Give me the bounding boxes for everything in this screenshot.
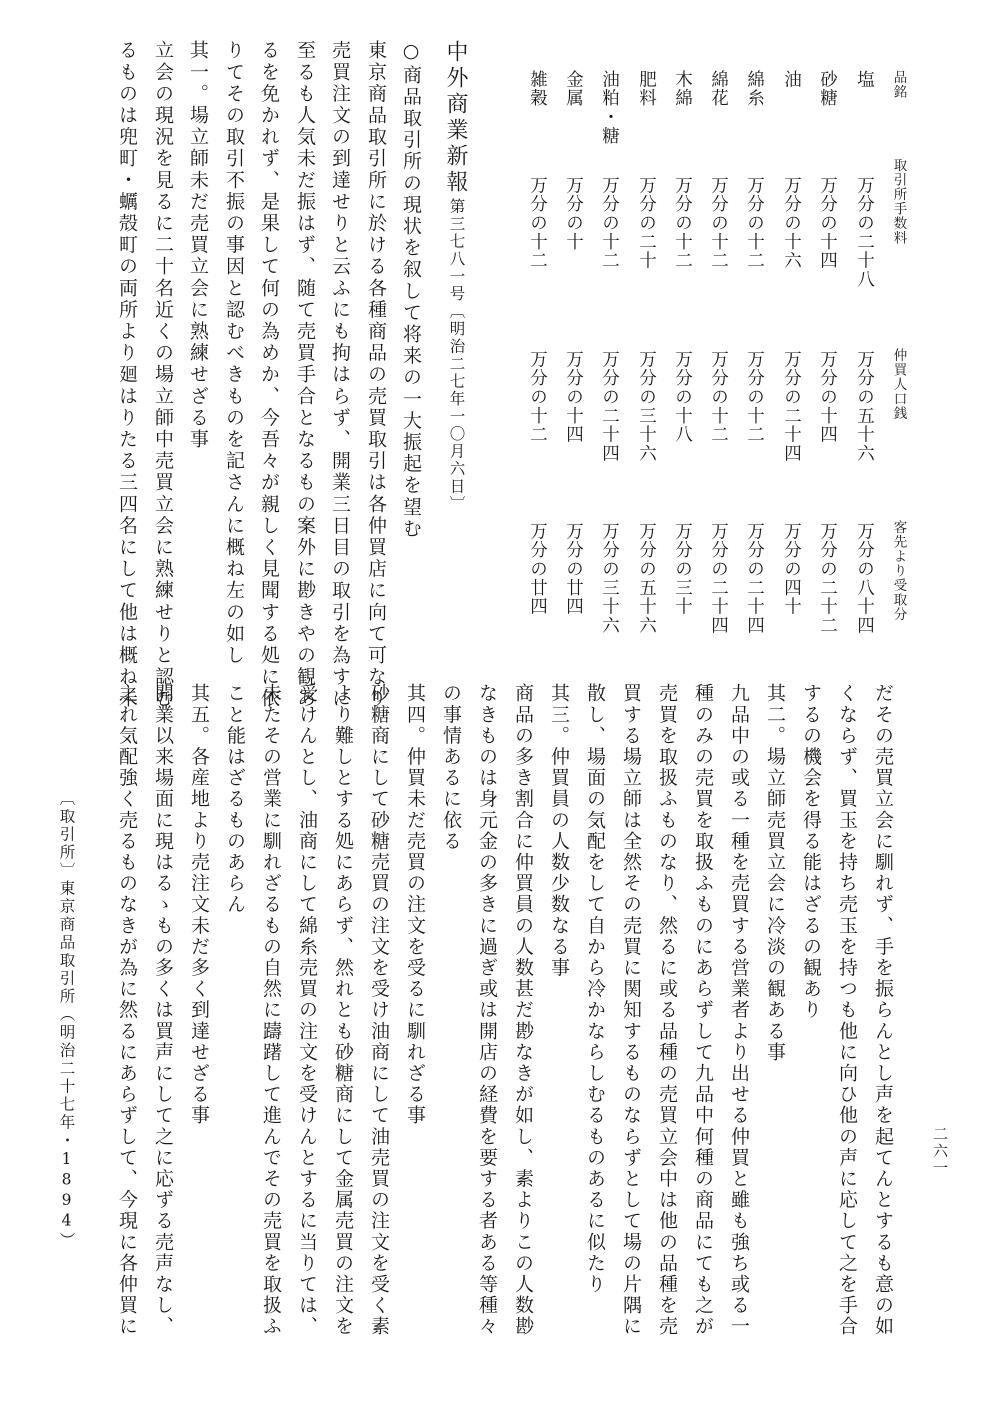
table-cell-client-fee: 万分の廿四 bbox=[527, 522, 548, 616]
paper-number: 第三七八一号〔明治二七年一〇月六日〕 bbox=[447, 198, 466, 513]
table-cell-client-fee: 万分の二十二 bbox=[817, 522, 838, 635]
table-cell-broker-fee: 万分の十四 bbox=[563, 350, 584, 444]
article-line: りてその取引不振の事因と認むべきものを記さんに概ね左の如し bbox=[223, 40, 245, 667]
table-cell-exchange-fee: 万分の十四 bbox=[817, 176, 838, 270]
article-line: の事情あるに依る bbox=[440, 683, 462, 852]
table-cell-exchange-fee: 万分の二十 bbox=[636, 176, 657, 270]
article-line: なきものは身元金の多きに過ぎ或は開店の経費を要する者ある等種々 bbox=[476, 683, 498, 1338]
table-cell-broker-fee: 万分の十八 bbox=[672, 350, 693, 444]
article-line: 種のみの売買を取扱ふものにあらずして九品中何種の商品にても之が bbox=[692, 683, 714, 1338]
table-cell-item: 油粕・糖 bbox=[599, 70, 620, 146]
article-line: るものは兜町・蠣殻町の両所より廻はりたる三四名にして他は概ね未 bbox=[116, 40, 138, 710]
table-cell-item: 綿糸 bbox=[744, 70, 765, 108]
section-heading-2: 其二。場立師売買立会に冷淡の観ある事 bbox=[764, 683, 786, 1063]
article-line: 未たその営業に馴れざるもの自然に躊躇して進んでその売買を取扱ふ bbox=[260, 683, 282, 1338]
table-cell-exchange-fee: 万分の十二 bbox=[672, 176, 693, 270]
article-line: 受けんとし、油商にして綿糸売買の注文を受けんとするに当りては、 bbox=[296, 683, 318, 1338]
table-cell-client-fee: 万分の二十四 bbox=[744, 522, 765, 635]
article-line: くならず、買玉を持ち売玉を持つも他に向ひ他の声に応して之を手合 bbox=[836, 683, 858, 1338]
article-line: こと能はざるものあらん bbox=[224, 683, 246, 916]
table-cell-exchange-fee: 万分の十 bbox=[563, 176, 584, 252]
table-cell-client-fee: 万分の八十四 bbox=[854, 522, 875, 635]
table-cell-exchange-fee: 万分の十二 bbox=[744, 176, 765, 270]
article-line: するの機会を得る能はざるの観あり bbox=[800, 683, 822, 1021]
table-cell-broker-fee: 万分の五十六 bbox=[854, 350, 875, 463]
article-headline: ○商品取引所の現状を叙して将来の一大振起を望む bbox=[400, 40, 422, 540]
article-line: 東京商品取引所に於ける各種商品の売買取引は各仲買店に向て可なり bbox=[365, 40, 387, 710]
table-cell-broker-fee: 万分の三十六 bbox=[636, 350, 657, 463]
article-line: より難しとする処にあらず、然れとも砂糖商にして金属売買の注文を bbox=[332, 683, 354, 1338]
section-heading-1: 其一。場立師未だ売買立会に熟練せざる事 bbox=[187, 40, 209, 451]
article-line: 立会の現況を見るに二十名近くの場立師中売買立会に熟練せりと認む bbox=[152, 40, 174, 710]
article-line: 買する場立師は全然その売買に関知するものならずとして場の片隅に bbox=[620, 683, 642, 1338]
table-cell-client-fee: 万分の四十 bbox=[781, 522, 802, 616]
table-cell-broker-fee: 万分の二十四 bbox=[781, 350, 802, 463]
article-line: 散し、場面の気配をして自から冷かならしむるものあるに似たり bbox=[584, 683, 606, 1295]
table-header-client-fee: 客先より受取分 bbox=[890, 520, 907, 622]
article-line: 開業以来場面に現はるゝもの多くは買声にして之に応ずる売声なし、 bbox=[152, 683, 174, 1338]
section-heading-4: 其四。仲買未だ売買の注文を受るに馴れざる事 bbox=[404, 683, 426, 1127]
table-cell-client-fee: 万分の二十四 bbox=[708, 522, 729, 635]
article-line: 商品の多き割合に仲買員の人数甚だ尠なきが如し、素よりこの人数尠 bbox=[512, 683, 534, 1338]
table-cell-broker-fee: 万分の十四 bbox=[817, 350, 838, 444]
table-cell-broker-fee: 万分の十二 bbox=[527, 350, 548, 444]
table-cell-client-fee: 万分の五十六 bbox=[636, 522, 657, 635]
table-cell-broker-fee: 万分の二十四 bbox=[599, 350, 620, 463]
article-line: 売買注文の到達せりと云ふにも拘はらず、開業三日目の取引を為すに bbox=[329, 40, 351, 710]
table-cell-broker-fee: 万分の十二 bbox=[708, 350, 729, 444]
table-cell-item: 砂糖 bbox=[817, 70, 838, 108]
table-cell-item: 油 bbox=[781, 70, 802, 89]
article-line: だその売買立会に馴れず、手を振らんとし声を起てんとするも意の如 bbox=[872, 683, 894, 1338]
table-cell-item: 塩 bbox=[854, 70, 875, 89]
table-cell-item: 雑穀 bbox=[527, 70, 548, 108]
table-cell-broker-fee: 万分の十二 bbox=[744, 350, 765, 444]
table-cell-client-fee: 万分の廿四 bbox=[563, 522, 584, 616]
section-heading-5: 其五。各産地より売注文未だ多く到達せざる事 bbox=[188, 683, 210, 1127]
table-cell-item: 木綿 bbox=[672, 70, 693, 108]
table-cell-exchange-fee: 万分の十二 bbox=[599, 176, 620, 270]
table-header-exchange-fee: 取引所手数料 bbox=[890, 158, 907, 245]
source-citation: 〔取引所〕東京商品取引所（明治二十七年・1894） bbox=[57, 790, 76, 1250]
table-cell-exchange-fee: 万分の十二 bbox=[708, 176, 729, 270]
table-cell-item: 肥料 bbox=[636, 70, 657, 108]
table-header-broker-fee: 仲買人口銭 bbox=[890, 348, 907, 421]
table-cell-exchange-fee: 万分の十二 bbox=[527, 176, 548, 270]
table-cell-client-fee: 万分の三十 bbox=[672, 522, 693, 616]
article-line: 九品中の或る一種を売買する営業者より出せる仲買と雖も強ち或る一 bbox=[728, 683, 750, 1338]
section-heading-3: 其三。仲買員の人数少数なる事 bbox=[548, 683, 570, 979]
page-number: 二六一 bbox=[931, 1126, 949, 1177]
article-line: 砂糖商にして砂糖売買の注文を受け油商にして油売買の注文を受く素 bbox=[368, 683, 390, 1338]
paper-title: 中外商業新報 bbox=[443, 40, 468, 196]
article-line: 売買を取扱ふものなり、然るに或る品種の売買立会中は他の品種を売 bbox=[656, 683, 678, 1338]
table-cell-item: 金属 bbox=[563, 70, 584, 108]
table-cell-item: 綿花 bbox=[708, 70, 729, 108]
article-line: 之れ気配強く売るものなきが為に然るにあらずして、今現に各仲買に bbox=[116, 683, 138, 1338]
table-cell-exchange-fee: 万分の十六 bbox=[781, 176, 802, 270]
article-line: 至るも人気未だ振はず、随て売買手合となるもの案外に尠きやの観あ bbox=[294, 40, 316, 710]
table-cell-client-fee: 万分の三十六 bbox=[599, 522, 620, 635]
article-line: るを免かれず、是果して何の為めか、今吾々が親しく見聞する処に依 bbox=[258, 40, 280, 710]
table-header-item: 品銘 bbox=[890, 70, 907, 99]
table-cell-exchange-fee: 万分の二十八 bbox=[854, 176, 875, 289]
